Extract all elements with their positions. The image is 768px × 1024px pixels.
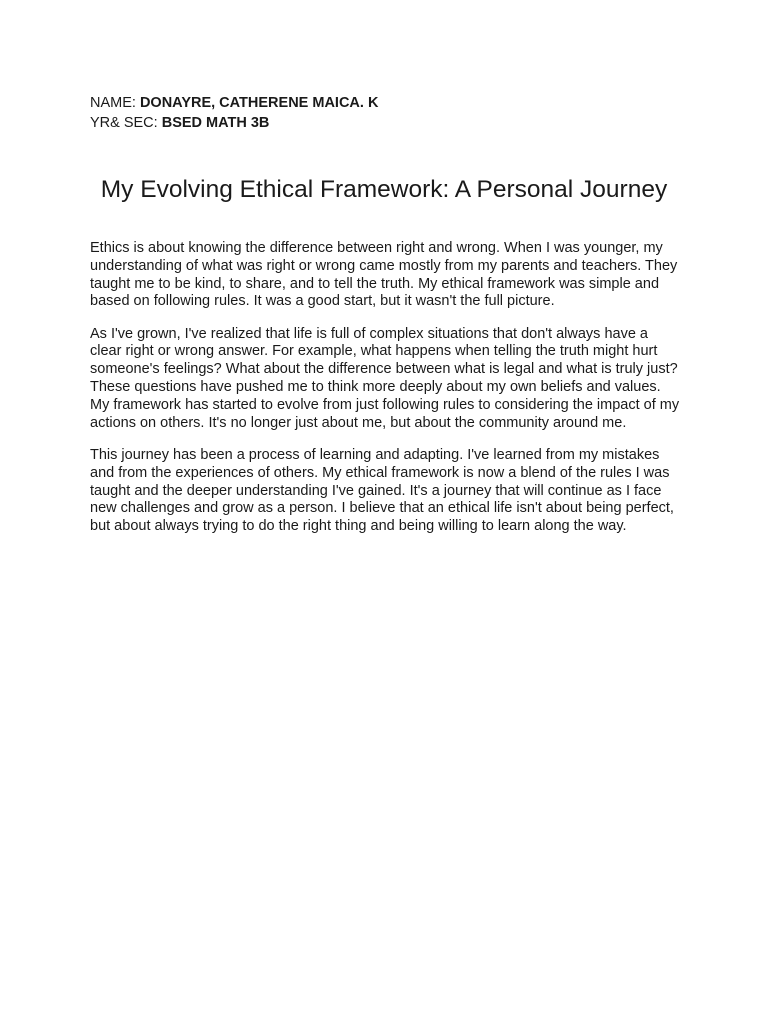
paragraph-1: Ethics is about knowing the difference between right and wrong. When I was younger, my understanding of what was right or wrong came mostly from my parents and teachers. They taught me to be kind, to share, and to tell the truth. My ethical framework was simple and based on following rules. It was a good start, but it wasn't the full picture.	[90, 240, 678, 310]
name-value: DONAYRE, CATHERENE MAICA. K	[139, 95, 379, 111]
document-title: My Evolving Ethical Framework: A Personal Journey	[100, 176, 668, 203]
section-value: BSED MATH 3B	[161, 115, 270, 131]
document-body	[90, 240, 682, 550]
paragraph-3: This journey has been a process of learning and adapting. I've learned from my mistakes and from the experiences of others. My ethical framework is now a blend of the rules I was taught and the deeper understanding I've gained. It's a journey that will continue as I face new challenges and grow as a person. I believe that an ethical life isn't about being perfect, but about always trying to do the right thing and being willing to learn along the way.	[90, 446, 674, 535]
section-label: YR& SEC:	[90, 115, 162, 131]
section-line	[90, 113, 378, 133]
student-info	[90, 93, 378, 133]
paragraph-2: As I've grown, I've realized that life is full of complex situations that don't always have a clear right or wrong answer. For example, what happens when telling the truth might hurt someone's feelings? What about the difference between what is legal and what is truly just? These questions have pushed me to think more deeply about my own beliefs and values. My framework has started to evolve from just following rules to considering the impact of my actions on others. It's no longer just about me, but about the community around me.	[90, 325, 680, 431]
name-line	[90, 93, 378, 113]
name-label: NAME:	[90, 95, 140, 111]
